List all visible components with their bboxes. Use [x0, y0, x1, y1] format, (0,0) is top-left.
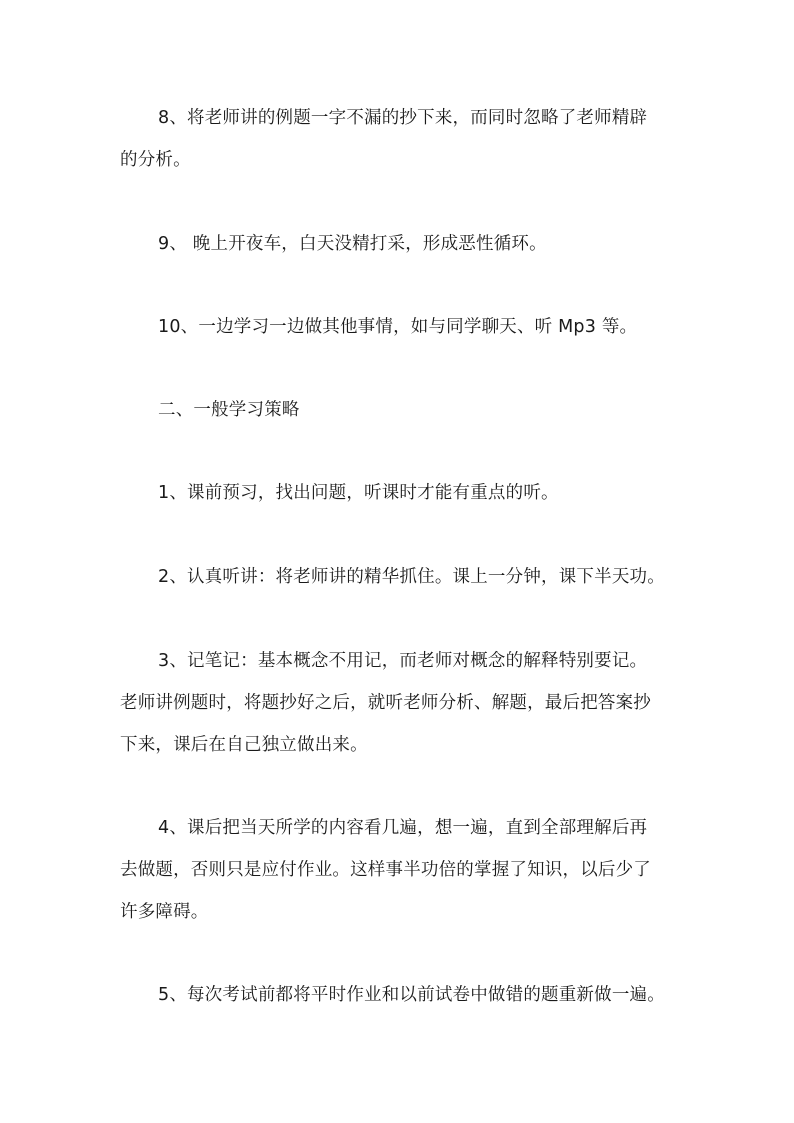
text-line: 3、记笔记：基本概念不用记，而老师对概念的解释特别要记。: [158, 651, 648, 671]
paragraph-item-10: [120, 306, 686, 348]
text-line: 1、课前预习，找出问题，听课时才能有重点的听。: [158, 483, 559, 503]
heading-text: 二、一般学习策略: [158, 400, 300, 420]
strategy-item-3: [120, 640, 686, 766]
strategy-item-5: [120, 974, 686, 1016]
text-line: 去做题，否则只是应付作业。这样事半功倍的掌握了知识，以后少了: [120, 860, 651, 880]
strategy-item-2: [120, 556, 686, 598]
text-line: 9、 晚上开夜车，白天没精打采，形成恶性循环。: [158, 234, 547, 254]
paragraph-item-8: [120, 97, 686, 181]
text-line: 下来，课后在自己独立做出来。: [120, 735, 368, 755]
text-line: 2、认真听讲：将老师讲的精华抓住。课上一分钟，课下半天功。: [158, 567, 665, 587]
paragraph-item-9: [120, 223, 686, 265]
text-line: 8、将老师讲的例题一字不漏的抄下来，而同时忽略了老师精辟: [158, 108, 648, 128]
strategy-item-4: [120, 807, 686, 933]
text-line: 的分析。: [120, 150, 191, 170]
text-line: 4、课后把当天所学的内容看几遍，想一遍，直到全部理解后再: [158, 818, 648, 838]
strategy-item-1: [120, 472, 686, 514]
text-line: 老师讲例题时，将题抄好之后，就听老师分析、解题，最后把答案抄: [120, 693, 651, 713]
text-line: 5、每次考试前都将平时作业和以前试卷中做错的题重新做一遍。: [158, 985, 665, 1005]
text-line: 10、一边学习一边做其他事情，如与同学聊天、听 Mp3 等。: [158, 317, 638, 337]
text-line: 许多障碍。: [120, 902, 209, 922]
section-heading: [120, 389, 686, 431]
